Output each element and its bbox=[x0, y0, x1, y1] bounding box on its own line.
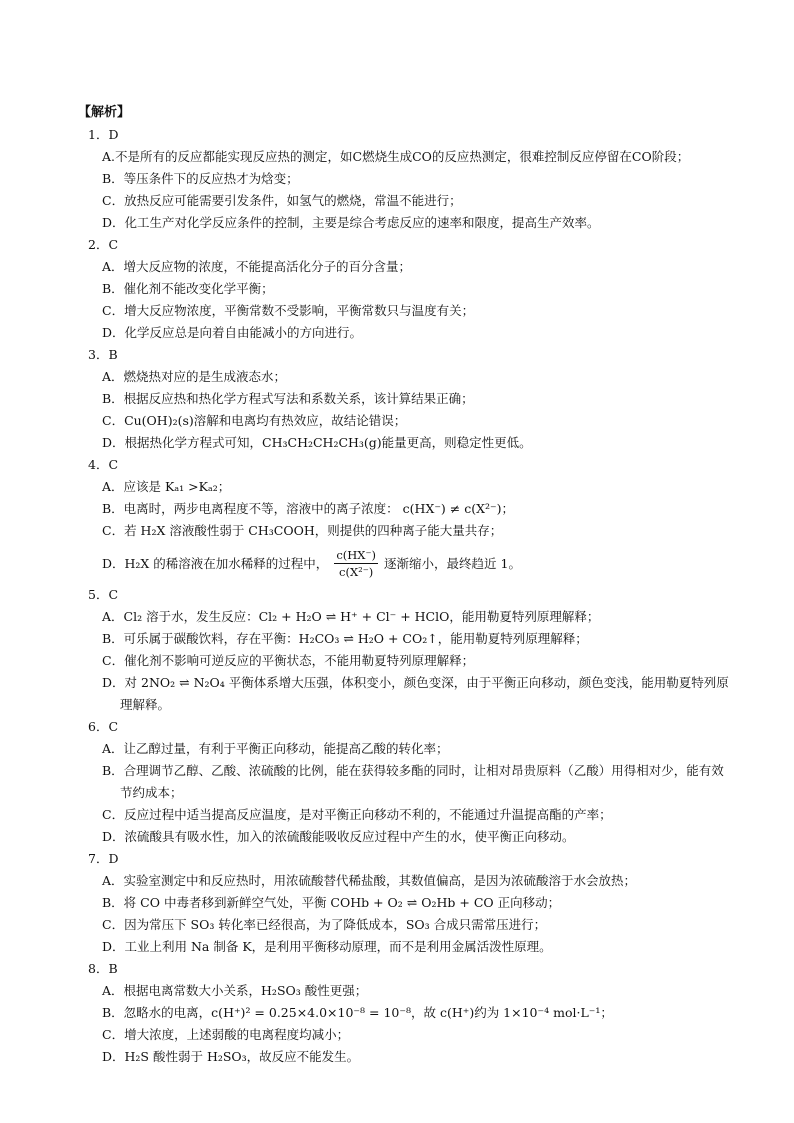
question-2-option-d: D．化学反应总是向着自由能减小的方向进行。 bbox=[102, 325, 363, 340]
question-7-answer: 7．D bbox=[88, 851, 119, 866]
question-6-option-b: B．合理调节乙醇、乙酸、浓硫酸的比例，能在获得较多酯的同时，让相对昂贵原料（乙酸）用得相对少，能有效节约成本； bbox=[102, 763, 724, 800]
question-2-option-c: C．增大反应物浓度，平衡常数不受影响，平衡常数只与温度有关； bbox=[102, 303, 475, 318]
section-heading: 【解析】 bbox=[78, 105, 131, 120]
question-5-option-c: C．催化剂不影响可逆反应的平衡状态，不能用勒夏特列原理解释； bbox=[102, 653, 475, 668]
question-1-answer: 1．D bbox=[88, 127, 119, 142]
concentration-ratio-fraction bbox=[334, 547, 378, 580]
fraction-numerator: c(HX⁻) bbox=[336, 547, 377, 562]
question-5-option-b: B．可乐属于碳酸饮料，存在平衡：H₂CO₃ ⇌ H₂O + CO₂↑，能用勒夏特列原理解释； bbox=[102, 631, 588, 646]
question-7-option-a: A．实验室测定中和反应热时，用浓硫酸替代稀盐酸，其数值偏高，是因为浓硫酸溶于水会放热； bbox=[102, 873, 637, 888]
question-3-option-b: B．根据反应热和热化学方程式写法和系数关系，该计算结果正确； bbox=[102, 391, 474, 406]
question-5-answer: 5．C bbox=[88, 587, 119, 602]
question-6-option-d: D．浓硫酸具有吸水性，加入的浓硫酸能吸收反应过程中产生的水，使平衡正向移动。 bbox=[102, 829, 575, 844]
question-7-option-d: D．工业上利用 Na 制备 K，是利用平衡移动原理，而不是利用金属活泼性原理。 bbox=[102, 939, 552, 954]
option-d-suffix: 逐渐缩小，最终趋近 1。 bbox=[384, 556, 521, 571]
question-7-option-b: B．将 CO 中毒者移到新鲜空气处，平衡 COHb + O₂ ⇌ O₂Hb + CO 正向移动； bbox=[102, 895, 561, 910]
option-d-prefix: D．H₂X 的稀溶液在加水稀释的过程中， bbox=[102, 556, 329, 571]
fraction-denominator: c(X²⁻) bbox=[339, 564, 374, 579]
question-8-option-b: B．忽略水的电离，c(H⁺)² = 0.25×4.0×10⁻⁸ = 10⁻⁸，故 c(H⁺)约为 1×10⁻⁴ mol·L⁻¹； bbox=[102, 1005, 613, 1020]
question-4-option-d bbox=[84, 542, 734, 584]
question-6-option-c: C．反应过程中适当提高反应温度，是对平衡正向移动不利的，不能通过升温提高酯的产率； bbox=[102, 807, 612, 822]
question-4-option-c: C．若 H₂X 溶液酸性弱于 CH₃COOH，则提供的四种离子能大量共存； bbox=[102, 523, 503, 538]
question-6-option-a: A．让乙醇过量，有利于平衡正向移动，能提高乙酸的转化率； bbox=[102, 741, 449, 756]
question-4-option-a: A．应该是 Kₐ₁ >Kₐ₂； bbox=[102, 479, 231, 494]
question-4-option-b: B．电离时，两步电离程度不等，溶液中的离子浓度： c(HX⁻) ≠ c(X²⁻)； bbox=[102, 501, 514, 516]
question-2-option-a: A．增大反应物的浓度，不能提高活化分子的百分含量； bbox=[102, 259, 412, 274]
question-5-option-d: D．对 2NO₂ ⇌ N₂O₄ 平衡体系增大压强，体积变小，颜色变深，由于平衡正向移动，颜色变浅，能用勒夏特列原理解释。 bbox=[102, 675, 729, 712]
question-6-answer: 6．C bbox=[88, 719, 119, 734]
question-3-option-a: A．燃烧热对应的是生成液态水； bbox=[102, 369, 287, 384]
question-1-option-d: D．化工生产对化学反应条件的控制，主要是综合考虑反应的速率和限度，提高生产效率。 bbox=[102, 215, 600, 230]
question-8-option-a: A．根据电离常数大小关系，H₂SO₃ 酸性更强； bbox=[102, 983, 368, 998]
question-2-option-b: B．催化剂不能改变化学平衡； bbox=[102, 281, 274, 296]
question-1-option-a: A.不是所有的反应都能实现反应热的测定，如C燃烧生成CO的反应热测定，很难控制反应停留在CO阶段； bbox=[102, 149, 690, 164]
question-8-answer: 8．B bbox=[88, 961, 118, 976]
question-8-option-c: C．增大浓度，上述弱酸的电离程度均减小； bbox=[102, 1027, 350, 1042]
question-3-option-d: D．根据热化学方程式可知，CH₃CH₂CH₂CH₃(g)能量更高，则稳定性更低。 bbox=[102, 435, 532, 450]
question-3-option-c: C．Cu(OH)₂(s)溶解和电离均有热效应，故结论错误； bbox=[102, 413, 407, 428]
question-8-option-d: D．H₂S 酸性弱于 H₂SO₃，故反应不能发生。 bbox=[102, 1049, 360, 1064]
question-5-option-a: A．Cl₂ 溶于水，发生反应：Cl₂ + H₂O ⇌ H⁺ + Cl⁻ + HClO，能用勒夏特列原理解释； bbox=[102, 609, 600, 624]
question-4-answer: 4．C bbox=[88, 457, 119, 472]
question-2-answer: 2．C bbox=[88, 237, 119, 252]
answer-sheet bbox=[78, 102, 734, 1068]
question-7-option-c: C．因为常压下 SO₃ 转化率已经很高，为了降低成本，SO₃ 合成只需常压进行； bbox=[102, 917, 547, 932]
question-1-option-c: C．放热反应可能需要引发条件，如氢气的燃烧，常温不能进行； bbox=[102, 193, 462, 208]
question-1-option-b: B．等压条件下的反应热才为焓变； bbox=[102, 171, 299, 186]
question-3-answer: 3．B bbox=[88, 347, 118, 362]
